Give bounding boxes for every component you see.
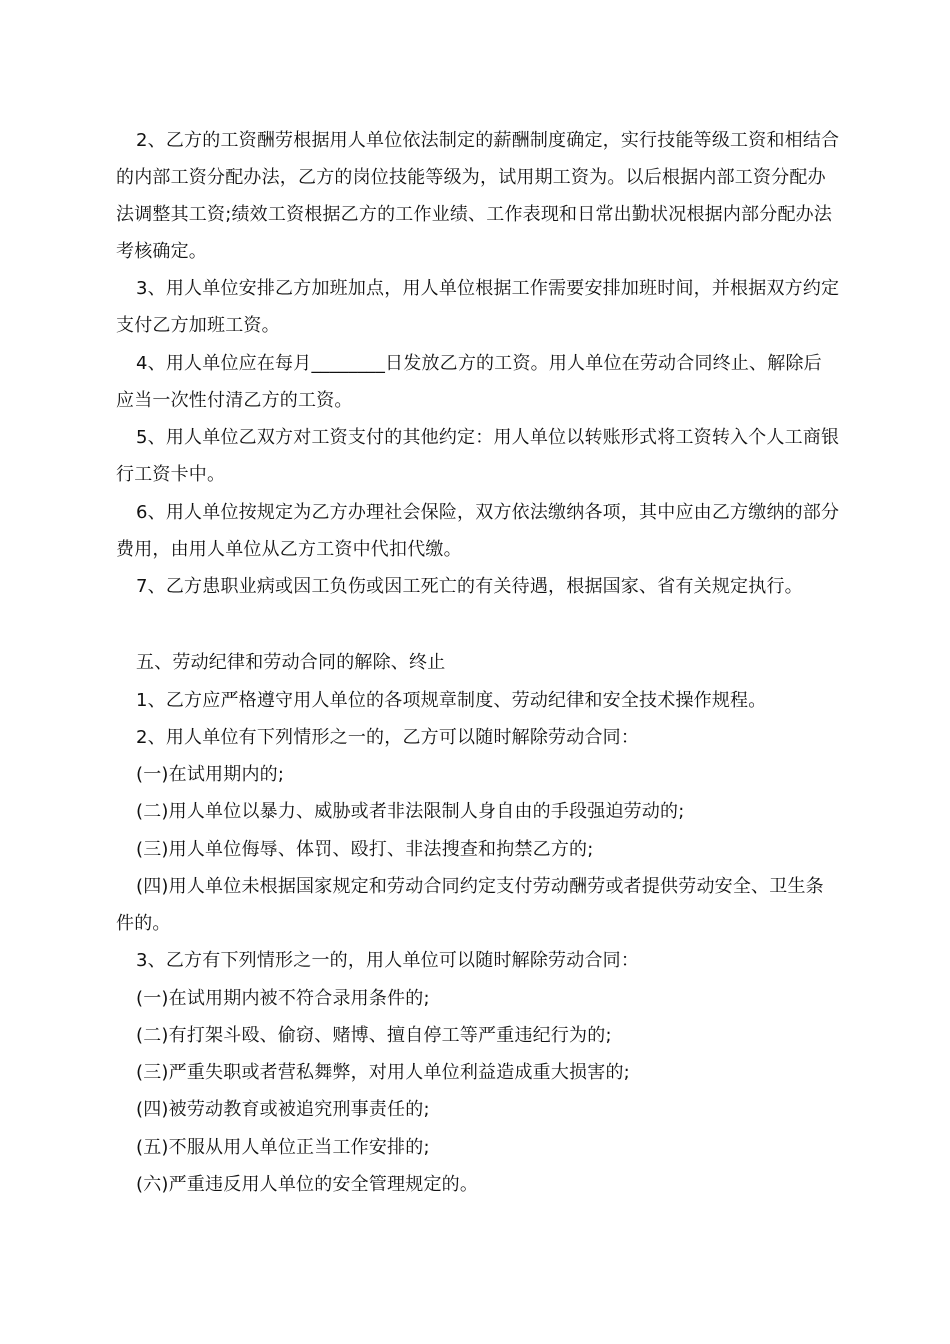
list-item-insubordination: (五)不服从用人单位正当工作安排的; [136, 1137, 430, 1158]
paragraph-employer-termination: 3、乙方有下列情形之一的，用人单位可以随时解除劳动合同： [136, 950, 640, 971]
paragraph-overtime-pay: 3、用人单位安排乙方加班加点，用人单位根据工作需要安排加班时间，并根据双方约定支付乙方加班工资。 [116, 278, 840, 336]
list-item-unpaid-conditions: (四)用人单位未根据国家规定和劳动合同约定支付劳动酬劳或者提供劳动安全、卫生条件的。 [116, 876, 824, 934]
list-item-probation: (一)在试用期内的; [136, 764, 285, 785]
paragraph-pay-date: 4、用人单位应在每月________日发放乙方的工资。用人单位在劳动合同终止、解除后应当一次性付清乙方的工资。 [116, 353, 822, 411]
list-item-not-qualified: (一)在试用期内被不符合录用条件的; [136, 988, 430, 1009]
paragraph-social-insurance: 6、用人单位按规定为乙方办理社会保险，双方依法缴纳各项，其中应由乙方缴纳的部分费用，由用人单位从乙方工资中代扣代缴。 [116, 502, 840, 560]
section-heading-discipline: 五、劳动纪律和劳动合同的解除、终止 [136, 652, 446, 673]
paragraph-wage-system: 2、乙方的工资酬劳根据用人单位依法制定的薪酬制度确定，实行技能等级工资和相结合的内部工资分配办法，乙方的岗位技能等级为，试用期工资为。以后根据内部工资分配办法调整其工资;绩效工资根据乙方的工作业绩、工作表现和日常出勤状况根据内部分配办法考核确定。 [116, 130, 840, 262]
paragraph-follow-rules: 1、乙方应严格遵守用人单位的各项规章制度、劳动纪律和安全技术操作规程。 [136, 690, 767, 711]
list-item-abuse: (三)用人单位侮辱、体罚、殴打、非法搜查和拘禁乙方的; [136, 839, 594, 860]
paragraph-employee-termination: 2、用人单位有下列情形之一的，乙方可以随时解除劳动合同： [136, 727, 640, 748]
paragraph-occupational-injury: 7、乙方患职业病或因工负伤或因工死亡的有关待遇，根据国家、省有关规定执行。 [136, 576, 803, 597]
list-item-dereliction: (三)严重失职或者营私舞弊，对用人单位利益造成重大损害的; [136, 1062, 630, 1083]
list-item-forced-labor: (二)用人单位以暴力、威胁或者非法限制人身自由的手段强迫劳动的; [136, 801, 685, 822]
list-item-safety-violation: (六)严重违反用人单位的安全管理规定的。 [136, 1174, 479, 1195]
list-item-criminal-liability: (四)被劳动教育或被追究刑事责任的; [136, 1099, 430, 1120]
list-item-serious-violation: (二)有打架斗殴、偷窃、赌博、擅自停工等严重违纪行为的; [136, 1025, 612, 1046]
paragraph-other-wage-terms: 5、用人单位乙双方对工资支付的其他约定：用人单位以转账形式将工资转入个人工商银行工资卡中。 [116, 427, 840, 485]
